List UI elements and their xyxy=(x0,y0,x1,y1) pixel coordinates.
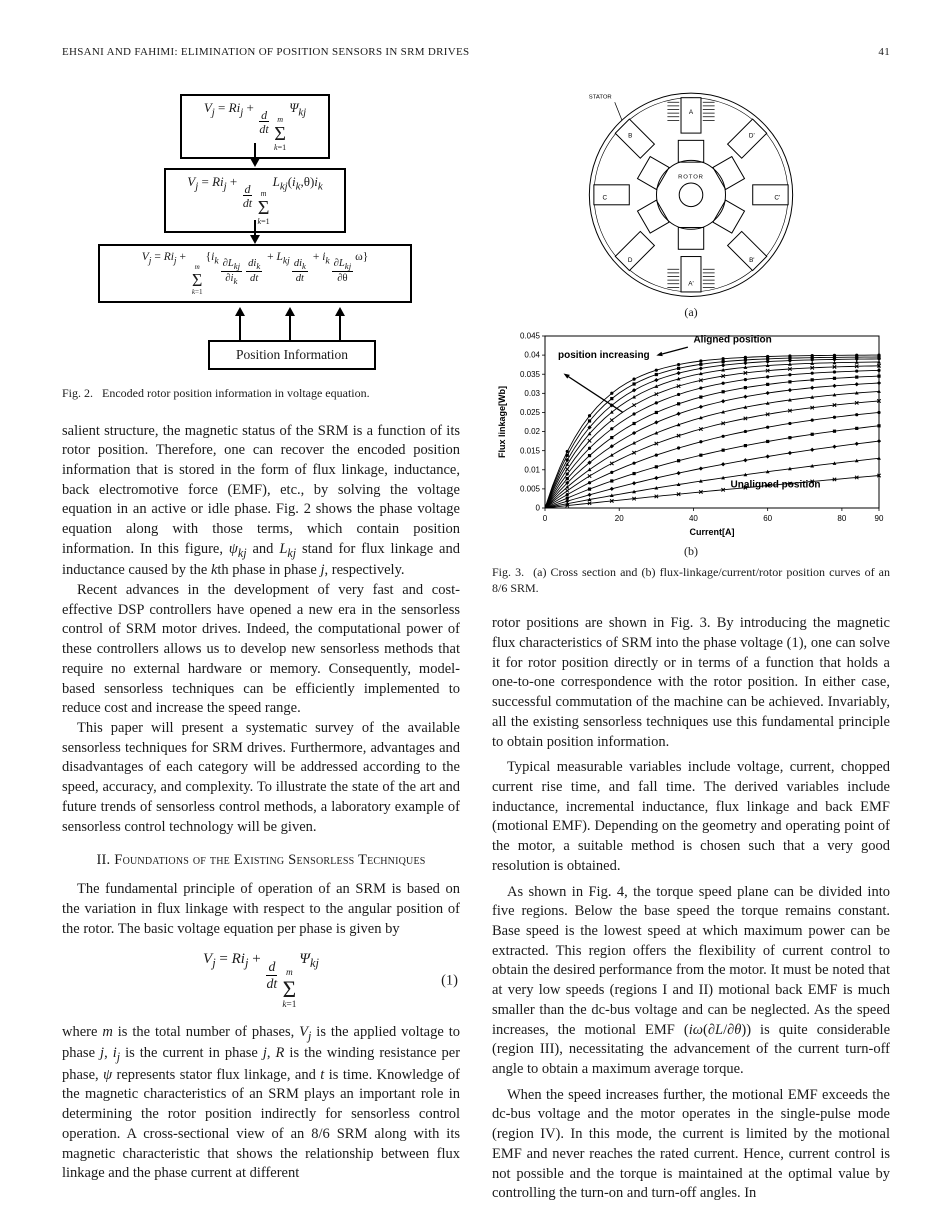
right-column xyxy=(492,84,890,1204)
figure-2-caption xyxy=(62,386,460,402)
paragraph: Typical measurable variables include voltage, current, chopped current rise time, and fall time. The derived variables include inductance, incremental inductance, flux linkage and back EMF (motional EMF). Depending on the geometry and operating point of the motor, a suitable method is chosen such that a very good resolution is obtained. xyxy=(492,759,890,874)
up-arrowhead-icon xyxy=(335,307,345,316)
svg-text:0.035: 0.035 xyxy=(519,369,540,379)
up-arrow-line-3 xyxy=(339,316,341,340)
svg-text:0.045: 0.045 xyxy=(519,331,540,341)
svg-text:0.03: 0.03 xyxy=(524,388,540,398)
pole-label-B: B xyxy=(628,132,633,140)
equation-box-3 xyxy=(98,244,412,303)
motor-cross-section-figure xyxy=(573,84,809,302)
down-arrow-line-1 xyxy=(254,143,256,158)
svg-text:Current[A]: Current[A] xyxy=(689,527,735,537)
svg-text:0.015: 0.015 xyxy=(519,446,540,456)
figure-3-caption-label: Fig. 3. xyxy=(492,565,525,579)
paragraph: where m is the total number of phases, $V_j$ is the applied voltage to phase j, $i_j$ is the current in phase j, R is the winding resistance per phase, ψ represents stator flux linkage, and t is time. Knowledge of the magnetic characteristics of an SRM plays an important role in determining the rotor position indirectly for sensorless control operation. A cross-sectional view of an 8/6 SRM along with its magnetic characteristic that shows the relationship between flux linkage and the phase current at different xyxy=(62,1024,461,1182)
svg-text:Unaligned position: Unaligned position xyxy=(730,479,821,491)
down-arrowhead-icon xyxy=(250,158,260,167)
paragraph: Recent advances in the development of very fast and cost-effective DSP controllers have opened a new era in the sensorless control of SRM motor drives. Indeed, the computational power of these controllers allows us to develop new sensorless methods that require no external hardware or memory. Consequently, model-based sensorless techniques can be efficiently implemented to reduce cost and increase the speed range. xyxy=(62,581,460,717)
svg-text:Aligned position: Aligned position xyxy=(693,334,772,346)
svg-text:0.005: 0.005 xyxy=(519,484,540,494)
rotor-poles xyxy=(637,140,744,249)
position-information-label: Position Information xyxy=(235,347,349,362)
svg-text:0: 0 xyxy=(542,514,548,523)
svg-text:40: 40 xyxy=(688,514,698,523)
section-heading: II. Foundations of the Existing Sensorless Techniques xyxy=(96,852,426,869)
up-arrow-line-1 xyxy=(239,316,241,340)
rotor-yoke xyxy=(657,160,726,229)
equation-2-inductance: $V_j = Ri_j$ + $\frac{d}{dt}$ m Σ k=1 $L_{kj}(i_k,\theta)i_k$ xyxy=(187,174,323,226)
pole-label-D: D xyxy=(627,256,633,264)
svg-text:0.04: 0.04 xyxy=(524,350,540,360)
figure-3b-label: (b) xyxy=(684,544,698,558)
svg-text:20: 20 xyxy=(614,514,624,523)
up-arrowhead-icon xyxy=(235,307,245,316)
paragraph: When the speed increases further, the motional EMF exceeds the dc-bus voltage and the motor operates in the single-pulse mode (region IV). In this mode, the current is limited by the motional EMF and never reaches the rated current. Hence, current control is not possible and the torque is maintained at the optimal value by controlling the turn-on and turn-off angles. In xyxy=(492,1086,890,1202)
svg-text:0.01: 0.01 xyxy=(524,465,540,475)
figure-2-flowchart xyxy=(62,88,460,382)
svg-text:position increasing: position increasing xyxy=(557,350,650,362)
pole-label-C: C xyxy=(602,194,608,202)
paragraph: The fundamental principle of operation of an SRM is based on the variation in flux linkage with respect to the angular position of the rotor. The basic voltage equation per phase is given by xyxy=(62,881,460,937)
svg-text:Flux linkage[Wb]: Flux linkage[Wb] xyxy=(497,386,507,458)
pole-label-A: A xyxy=(688,109,694,117)
pole-label-Ap: A' xyxy=(688,280,694,288)
shaft xyxy=(679,183,703,207)
pole-label-Cp: C' xyxy=(774,194,781,202)
up-arrow-line-2 xyxy=(289,316,291,340)
position-information-box xyxy=(208,340,376,370)
paragraph: salient structure, the magnetic status of the SRM is a function of its rotor position. Therefore, one can recover the encoded position information that is stored in the form of flux linkage, inductance, back electromotive force (EMF), etc., by solving the voltage equation in an active or idle phase. Fig. 2 shows the phase voltage equation along with those terms, which contain position information. In this figure, $\psi_{kj}$ and $L_{kj}$ stand for flux linkage and inductance caused by the kth phase in phase j, respectively. xyxy=(62,422,460,579)
svg-text:80: 80 xyxy=(837,514,847,523)
svg-text:90: 90 xyxy=(874,514,884,523)
stator-leader-line xyxy=(615,102,622,120)
figure-3-caption xyxy=(492,565,890,596)
rotor-label: ROTOR xyxy=(678,174,704,181)
running-header xyxy=(62,46,890,58)
equation-number: (1) xyxy=(441,972,458,989)
paragraph: This paper will present a systematic survey of the available sensorless techniques for SRM drives. Furthermore, advantages and disadvantages of each category will be addressed according to the speed, accuracy, and complexity. To illustrate the state of the art and future trends of sensorless control methods, a laboratory example of sensorless control technology will be given. xyxy=(62,719,460,835)
svg-text:0.025: 0.025 xyxy=(519,408,540,418)
page-number: 41 xyxy=(878,46,890,58)
equation-1-body: $V_j = Ri_j$ + $\frac{d}{dt}$ m Σ k=1 $\Psi_{kj}$ xyxy=(203,951,319,1011)
svg-text:0.02: 0.02 xyxy=(524,427,540,437)
svg-text:0: 0 xyxy=(535,503,540,513)
equation-1-flux: $V_j = Ri_j$ + $\frac{d}{dt}$ m Σ k=1 $\Psi_{kj}$ xyxy=(203,100,307,152)
down-arrowhead-icon xyxy=(250,235,260,244)
down-arrow-line-2 xyxy=(254,220,256,235)
svg-text:60: 60 xyxy=(763,514,773,523)
figure-3a-label: (a) xyxy=(684,305,698,319)
figure-2-caption-label: Fig. 2. xyxy=(62,386,94,400)
pole-label-Dp: D' xyxy=(748,132,755,140)
stator-label: STATOR xyxy=(588,94,612,101)
stator-poles xyxy=(594,98,788,292)
figure-3-caption-text: (a) Cross section and (b) flux-linkage/current/rotor position curves of an 8/6 SRM. xyxy=(492,565,890,595)
up-arrowhead-icon xyxy=(285,307,295,316)
pole-label-Bp: B' xyxy=(749,256,755,264)
display-equation-1 xyxy=(62,951,460,1011)
paragraph: As shown in Fig. 4, the torque speed plane can be divided into five regions. Below the base speed the torque remains constant. Base speed is the lowest speed at which maximum power can be extracted. This region offers the flexibility of current control to obtain the desired performance from the motor. It must be noted that at very low speeds (regions I and II) motional back EMF is much smaller than the dc-bus voltage and can be neglected. As the speed increases, the motional EMF (iω(∂L/∂θ)) is quite considerable (region III), necessitating the advancement of the current turn-off angle to obtain a maximum average torque. xyxy=(492,883,891,1077)
header-title: EHSANI AND FAHIMI: ELIMINATION OF POSITION SENSORS IN SRM DRIVES xyxy=(62,46,470,58)
paragraph: rotor positions are shown in Fig. 3. By introducing the magnetic flux characteristics of SRM into the phase voltage (1), one can solve it for rotor position directly or in terms of a function that holds a one-to-one correspondence with the rotor position. In either case, successful commutation of the machine can be achieved. Invariably, all the existing sensorless techniques use this fundamental principle to obtain position information. xyxy=(492,615,890,750)
equation-3-expanded: $V_j = Ri_j$ + m Σ k=1 {$i_k$ $\frac{\partial L_{kj}}{\partial i_k}$ $\frac{di_k}{dt}$ + $L_{kj}$ $\frac{di_k}{dt}$ + $i_k$ $\frac{\partial L_{kj}}{\partial\theta}$ ω} xyxy=(141,251,369,296)
left-column xyxy=(62,88,460,1184)
flux-linkage-chart xyxy=(495,326,887,538)
figure-2-caption-text: Encoded rotor position information in voltage equation. xyxy=(102,386,370,400)
